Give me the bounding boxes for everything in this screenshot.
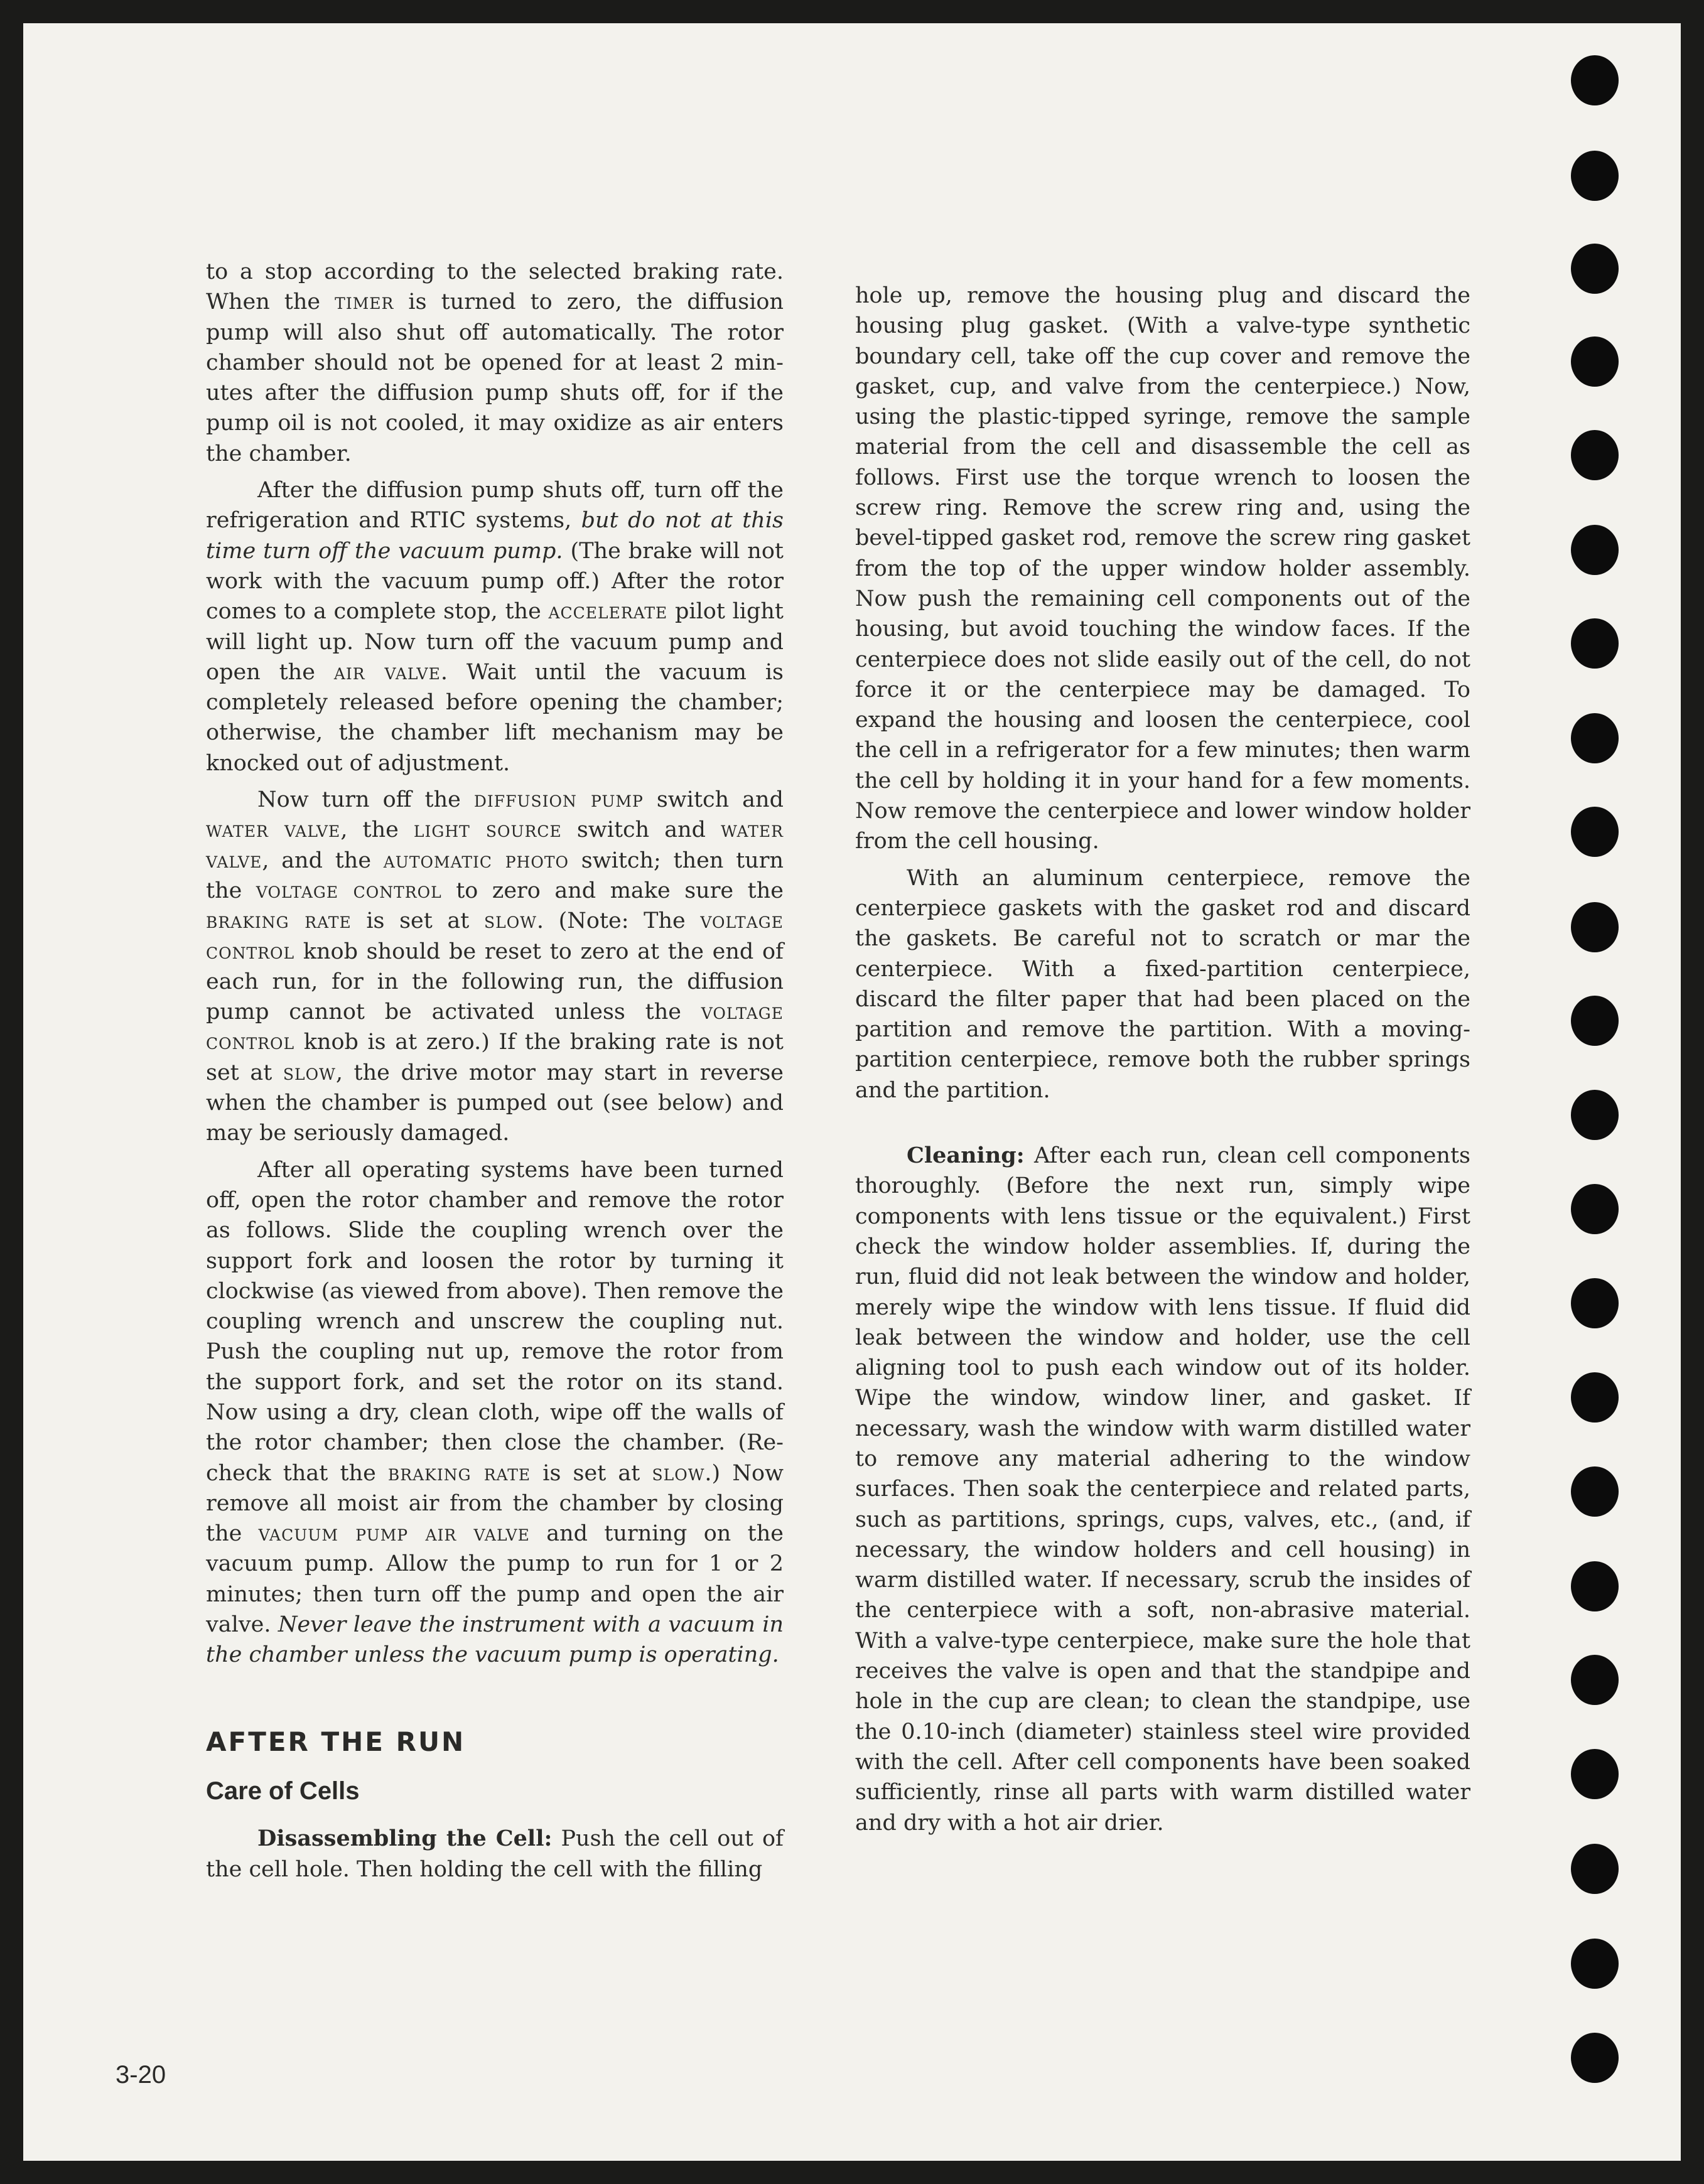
manual-page bbox=[23, 23, 1681, 2161]
binder-hole-icon bbox=[1571, 244, 1619, 294]
right-column bbox=[855, 281, 1470, 1844]
paragraph: After all operating systems have been turned off, open the rotor chamber and remove the rotor as follows. Slide the coupling wrench over the support fork and loosen the rotor by turning it clockwise (as viewed from above). Then remove the coupling wrench and unscrew the coupling nut. Push the coupling nut up, remove the rotor from the support fork, and set the rotor on its stand. Now using a dry, clean cloth, wipe off the walls of the rotor chamber; then close the chamber. (Re-check that the braking rate is set at slow.) Now remove all moist air from the chamber by closing the vacuum pump air valve and turning on the vacuum pump. Allow the pump to run for 1 or 2 minutes; then turn off the pump and open the air valve. Never leave the instrument with a vacuum in the chamber unless the vacuum pump is operating. bbox=[206, 1157, 784, 1668]
binder-hole-icon bbox=[1571, 336, 1619, 387]
binder-hole-icon bbox=[1571, 1090, 1619, 1140]
binder-hole-icon bbox=[1571, 1655, 1619, 1705]
paragraph: Now turn off the diffusion pump switch and water valve, the light source switch and water valve, and the automatic photo switch; then turn the voltage control to zero and make sure the braking rate is set at slow. (Note: The voltage control knob should be reset to zero at the end of each run, for in the following run, the diffusion pump cannot be activated unless the voltage control knob is at zero.) If the braking rate is not set at slow, the drive motor may start in reverse when the chamber is pumped out (see below) and may be seriously damaged. bbox=[206, 787, 784, 1146]
binder-hole-icon bbox=[1571, 1184, 1619, 1234]
binder-hole-icon bbox=[1571, 1561, 1619, 1611]
left-column bbox=[206, 257, 784, 1891]
subsection-heading: Care of Cells bbox=[206, 1777, 360, 1805]
section-heading: AFTER THE RUN bbox=[206, 1726, 466, 1757]
paragraph: to a stop according to the selected braking rate. When the timer is turned to zero, the diffusion pump will also shut off automatically. The rotor chamber should not be opened for at least 2 minutes after the diffusion pump shuts off, for if the pump oil is not cooled, it may oxidize as air enters the chamber. bbox=[206, 259, 784, 466]
binder-hole-icon bbox=[1571, 1939, 1619, 1989]
paragraph: Disassembling the Cell: Push the cell out of the cell hole. Then holding the cell with the filling bbox=[206, 1826, 784, 1882]
binder-hole-icon bbox=[1571, 525, 1619, 575]
binder-hole-icon bbox=[1571, 1466, 1619, 1517]
paragraph: With an aluminum centerpiece, remove the centerpiece gaskets with the gasket rod and discard the gaskets. Be careful not to scratch or mar the centerpiece. With a fixed-partition centerpiece, discard the filter paper that had been placed on the partition and remove the partition. With a moving-partition centerpiece, remove both the rubber springs and the partition. bbox=[855, 865, 1470, 1103]
binder-hole-icon bbox=[1571, 55, 1619, 105]
binder-hole-icon bbox=[1571, 1749, 1619, 1799]
paragraph: After the diffusion pump shuts off, turn off the refrigeration and RTIC systems, but do not at this time turn off the vacuum pump. (The brake will not work with the vacuum pump off.) After the rotor comes to a complete stop, the accelerate pilot light will light up. Now turn off the vacuum pump and open the air valve. Wait until the vacuum is completely released before opening the chamber; otherwise, the chamber lift mechanism may be knocked out of adjustment. bbox=[206, 478, 784, 776]
binder-hole-icon bbox=[1571, 807, 1619, 857]
binder-hole-icon bbox=[1571, 2033, 1619, 2083]
binder-hole-icon bbox=[1571, 1372, 1619, 1423]
binder-hole-icon bbox=[1571, 1844, 1619, 1894]
binder-hole-icon bbox=[1571, 996, 1619, 1046]
page-number: 3-20 bbox=[116, 2061, 166, 2089]
binder-hole-icon bbox=[1571, 902, 1619, 952]
binder-hole-icon bbox=[1571, 713, 1619, 763]
binder-hole-icon bbox=[1571, 1278, 1619, 1328]
paragraph: hole up, remove the housing plug and discard the housing plug gasket. (With a valve-type synthetic boundary cell, take off the cup cover and remove the gasket, cup, and valve from the centerpiece.) Now, using the plastic-tipped syringe, remove the sample material from the cell and disassemble the cell as follows. First use the torque wrench to loosen the screw ring. Remove the screw ring and, using the bevel-tipped gasket rod, remove the screw ring gasket from the top of the upper window holder assembly. Now push the remaining cell components out of the housing, but avoid touching the window faces. If the centerpiece does not slide easily out of the cell, do not force it or the centerpiece may be damaged. To expand the housing and loosen the centerpiece, cool the cell in a refrigerator for a few minutes; then warm the cell by holding it in your hand for a few moments. Now remove the centerpiece and lower window holder from the cell housing. bbox=[855, 283, 1470, 854]
binder-hole-icon bbox=[1571, 151, 1619, 201]
binder-hole-icon bbox=[1571, 618, 1619, 669]
paragraph: Cleaning: After each run, clean cell components thoroughly. (Before the next run, simply wipe components with lens tissue or the equivalent.) First check the window holder assemblies. If, during the run, fluid did not leak between the window and holder, merely wipe the window with lens tissue. If fluid did leak between the window and holder, use the cell aligning tool to push each window out of its holder. Wipe the window, window liner, and gasket. If necessary, wash the window with warm distilled water to remove any material adhering to the window surfaces. Then soak the centerpiece and related parts, such as partitions, springs, cups, valves, etc., (and, if necessary, the window holders and cell housing) in warm distilled water. If necessary, scrub the insides of the centerpiece with a soft, non-abrasive material. With a valve-type centerpiece, make sure the hole that receives the valve is open and that the standpipe and hole in the cup are clean; to clean the standpipe, use the 0.10-inch (diameter) stainless steel wire provided with the cell. After cell components have been soaked sufficiently, rinse all parts with warm distilled water and dry with a hot air drier. bbox=[855, 1143, 1470, 1836]
binder-hole-icon bbox=[1571, 430, 1619, 480]
